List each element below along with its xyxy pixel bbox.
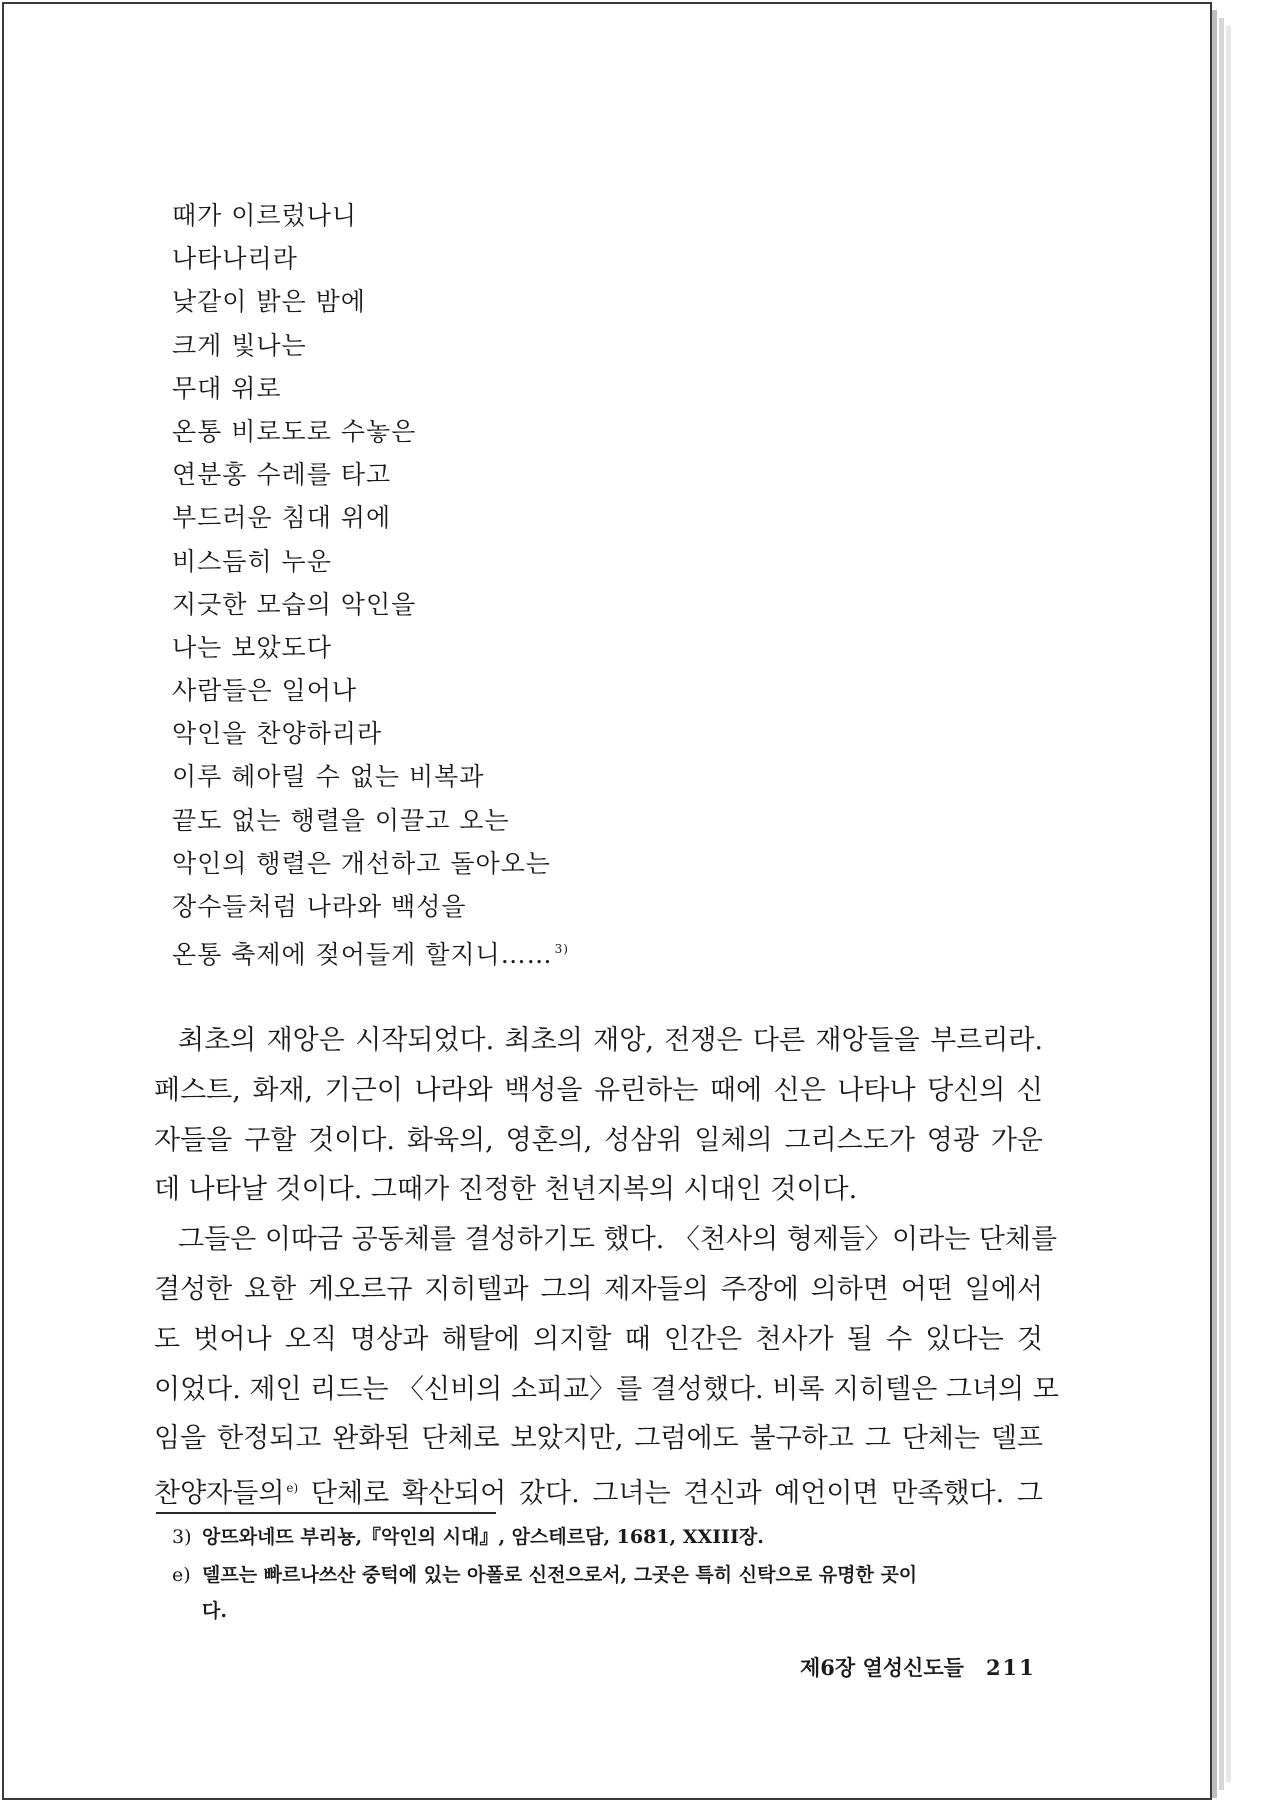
poem-line: 크게 빛나는 bbox=[172, 330, 307, 360]
footnote bbox=[172, 1518, 1040, 1556]
poem-line: 악인을 찬양하리라 bbox=[172, 719, 383, 749]
poem-line: 비스듬히 누운 bbox=[172, 546, 332, 576]
footnote-mark: 3) bbox=[172, 1526, 192, 1548]
poem-line: 끝도 없는 행렬을 이끌고 오는 bbox=[172, 805, 510, 835]
footnote-reference: 3) bbox=[554, 942, 569, 957]
running-footer bbox=[800, 1652, 1036, 1682]
page-number: 211 bbox=[985, 1655, 1036, 1680]
footnote-text: 델프는 빠르나쓰산 중턱에 있는 아폴로 신전으로서, 그곳은 특히 신탁으로 유명한 곳이 bbox=[202, 1564, 918, 1586]
poem-line: 지긋한 모습의 악인을 bbox=[172, 589, 417, 619]
poem-line: 사람들은 일어나 bbox=[172, 676, 357, 706]
page-edge bbox=[1219, 18, 1224, 1790]
paragraph-line: 최초의 재앙은 시작되었다. 최초의 재앙, 전쟁은 다른 재앙들을 부르리라. bbox=[178, 1025, 1043, 1056]
page-edge bbox=[1226, 26, 1231, 1782]
paragraph-line: 도 벗어나 오직 명상과 해탈에 의지할 때 인간은 천사가 될 수 있다는 것 bbox=[154, 1323, 1043, 1355]
footnote-reference: e) bbox=[286, 1481, 299, 1496]
quoted-poem bbox=[172, 194, 569, 971]
body-text bbox=[154, 1016, 1059, 1514]
footnote-text: 앙뜨와네뜨 부리뇽,『악인의 시대』, 암스테르담, 1681, XXIII장. bbox=[202, 1526, 764, 1548]
paragraph-line: 데 나타날 것이다. 그때가 진정한 천년지복의 시대인 것이다. bbox=[154, 1174, 858, 1206]
poem-line: 나는 보았도다 bbox=[172, 632, 332, 662]
poem-line-text: 온통 축제에 젖어들게 할지니…… bbox=[172, 940, 553, 970]
footnote-continuation: 다. bbox=[202, 1600, 227, 1622]
chapter-title: 제6장 열성신도들 bbox=[800, 1655, 964, 1680]
poem-line: 무대 위로 bbox=[172, 373, 282, 403]
paragraph-text: 찬양자들의 bbox=[154, 1478, 285, 1510]
poem-line-last bbox=[172, 928, 569, 971]
paragraph-line: 이었다. 제인 리드는 〈신비의 소피교〉를 결성했다. 비록 지히텔은 그녀의 모 bbox=[154, 1373, 1059, 1405]
paragraph-line-with-note bbox=[154, 1464, 1043, 1514]
poem-line: 이루 헤아릴 수 없는 비복과 bbox=[172, 762, 485, 792]
poem-line: 연분홍 수레를 타고 bbox=[172, 460, 392, 490]
poem-line: 부드러운 침대 위에 bbox=[172, 503, 392, 533]
paragraph-line: 페스트, 화재, 기근이 나라와 백성을 유린하는 때에 신은 나타나 당신의 신 bbox=[154, 1074, 1043, 1106]
footnote-mark: e) bbox=[172, 1564, 191, 1586]
paragraph-line: 자들을 구할 것이다. 화육의, 영혼의, 성삼위 일체의 그리스도가 영광 가운 bbox=[154, 1124, 1043, 1156]
paragraph-line: 임을 한정되고 완화된 단체로 보았지만, 그럼에도 불구하고 그 단체는 델프 bbox=[154, 1423, 1043, 1455]
footnote bbox=[172, 1556, 1040, 1594]
paragraph-line: 결성한 요한 게오르규 지히텔과 그의 제자들의 주장에 의하면 어떤 일에서 bbox=[154, 1273, 1043, 1305]
poem-line: 온통 비로도로 수놓은 bbox=[172, 416, 417, 446]
footnotes bbox=[172, 1518, 1040, 1628]
poem-line: 나타나리라 bbox=[172, 244, 298, 274]
paragraph-line: 그들은 이따금 공동체를 결성하기도 했다. 〈천사의 형제들〉이라는 단체를 bbox=[178, 1224, 1058, 1256]
poem-line: 장수들처럼 나라와 백성을 bbox=[172, 892, 467, 921]
footnote-divider bbox=[156, 1512, 496, 1514]
poem-line: 악인의 행렬은 개선하고 돌아오는 bbox=[172, 848, 551, 878]
poem-line: 낮같이 밝은 밤에 bbox=[172, 287, 366, 317]
paragraph-text: 단체로 확산되어 갔다. 그녀는 견신과 예언이면 만족했다. 그 bbox=[298, 1478, 1043, 1510]
poem-line: 때가 이르렀나니 bbox=[172, 201, 357, 230]
page-edge bbox=[1212, 10, 1217, 1798]
